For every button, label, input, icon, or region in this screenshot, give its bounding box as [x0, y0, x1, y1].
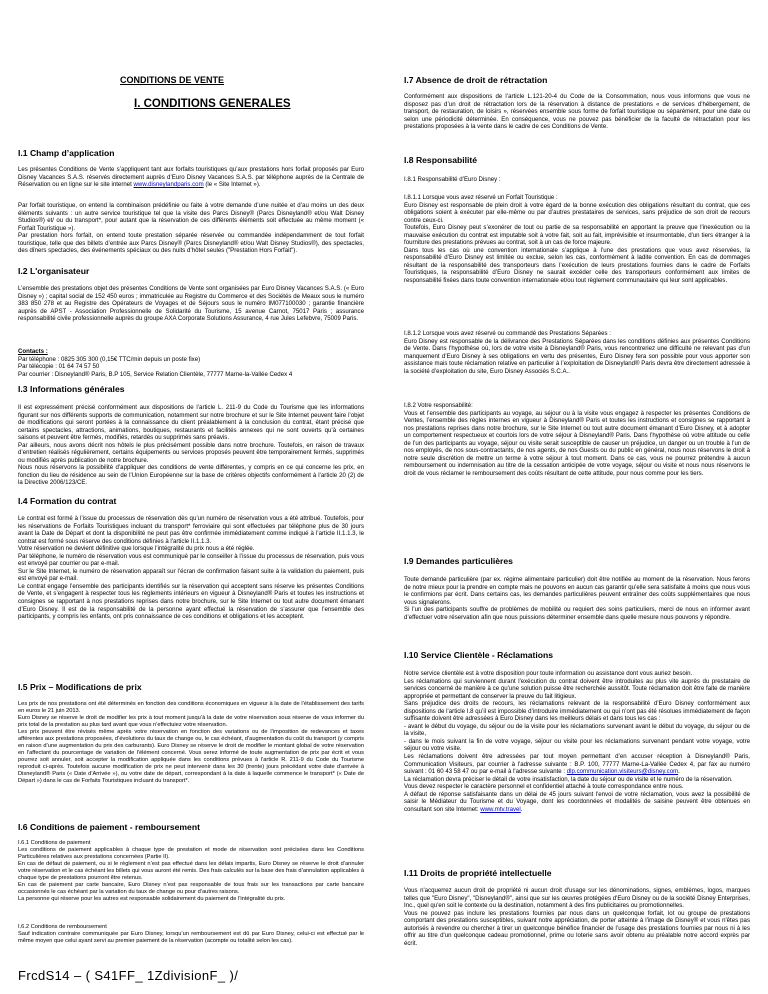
document-footer-code: FrcdS14 – ( S41FF_ 1ZdivisionF_ )/ — [18, 968, 239, 983]
section-1-10-text-2: . La réclamation devra préciser le détail de votre insatisfaction, la date du séjour ou de visite et le numéro de la réservation. Vous devez respecter le caractère personnel et confidentiel attaché à toute correspondance entre nous. A défaut de réponse satisfaisante dans un délai de 45 jours suivant l'envoi de votre réclamation, vous avez la possibilité de saisir le Médiateur du Tourisme et du Voyage, dont les coordonnées et modalités de saisine peuvent être obtenues en consultant son site Internet: — [404, 768, 750, 813]
section-title-1-6: I.6 Conditions de paiement - remboursement — [18, 822, 200, 832]
section-1-8-paragraph: I.8.1 Responsabilité d’Euro Disney : — [404, 176, 501, 183]
section-1-6-paragraph-2: I.6.2 Conditions de remboursement Sauf indication contraire communiquée par Euro Disney, lorsqu’un remboursement est dû par Euro Disney, celui-ci est effectué par le même moyen que celui ayant servi au premier paiement de la réservation (acompte ou totalité selon les cas). — [18, 924, 364, 944]
section-title-1-8: I.8 Responsabilité — [404, 155, 478, 165]
section-title-1-7: I.7 Absence de droit de rétractation — [404, 75, 548, 85]
section-1-11-paragraph: Vous n'acquerrez aucun droit de propriété ni aucun droit d'usage sur les dénominations, signes, emblèmes, logos, marques telles que "Euro Disney", "Disneyland®", ainsi que sur les œuvres protégées d'Euro Disney ou de la société Disney Enterprises, Inc., quel qu'en soit le contexte ou la destination, notamment à des fins publicitaires ou promotionnelles. Vous ne pouvez pas inclure les prestations fournies par nous dans un quelconque forfait, lot ou groupe de prestations comportant des prestations susceptibles, suivant notre appréciation, de porter atteinte à l'image de Disney® et vous n'êtes pas autorisés à revendre ou chercher à tirer un quelconque bénéfice financier de l’usage des prestations fournies par nous ni à les offrir au titre d'un quelconque cadeau promotionnel, prime ou loterie sans avoir obtenu au préalable notre accord exprès par écrit. — [404, 887, 750, 947]
section-1-8-paragraph-2: I.8.1.1 Lorsque vous avez réservé un Forfait Touristique : Euro Disney est responsable de plein droit à votre égard de la bonne exécution des obligations résultant du contrat, que ces obligations soient à exécuter par elle-même ou par d’autres prestataires de services, sans préjudice de son droit de recours contre ceux-ci. Toutefois, Euro Disney peut s’exonérer de tout ou partie de sa responsabilité en apportant la preuve que l'inexécution ou la mauvaise exécution du contrat est imputable soit à votre fait, soit au fait, imprévisible et insurmontable, d'un tiers étranger à la fourniture des prestations prévues au contrat, soit à un cas de force majeure. Dans tous les cas où une convention internationale s’applique à l’une des prestations que vous avez réservées, la responsabilité d’Euro Disney est limitée ou exclue, selon les cas, conformément à ladite convention. En cas de dommages résultant de la responsabilité des transporteurs dans l’exécution de leurs prestations fournies dans le cadre de Forfaits Touristiques, la responsabilité d’Euro Disney ne saurait excéder celle des transporteurs conformément aux limites de responsabilité fixées dans toute convention internationale et/ou tout règlement communautaire qui leur sont applicables. — [404, 194, 750, 285]
section-title-1-10: I.10 Service Clientèle - Réclamations — [404, 650, 554, 660]
section-1-8-paragraph-3: I.8.1.2 Lorsque vous avez réservé ou commandé des Prestations Séparées : Euro Disney est responsable de la délivrance des Prestations Séparées dans les conditions définies aux présentes Conditions de Vente. Dans l’hypothèse où, lors de votre visite à Disneyland® Paris, vous rencontreriez une difficulté ne relevant pas d’un manquement d’Euro Disney à ses obligations en vertu des présentes, Euro Disney fera son possible pour vous apporter son assistance mais toute réclamation relative en particulier à l’exploitation de Disneyland® Paris devra être directement adressée à la société d’exploitation du site, Euro Disney Associés S.C.A.. — [404, 330, 750, 375]
section-title-1-11: I.11 Droits de propriété intellectuelle — [404, 868, 552, 878]
section-title-1-2: I.2 L'organisateur — [18, 266, 90, 276]
section-1-1-paragraph-2: Par forfait touristique, on entend la combinaison prédéfinie ou faite à votre demande d’une nuitée et d’au moins un des deux éléments suivants : un autre service touristique tel que la visite des Parcs Disney® (Parcs Disneyland® et/ou Walt Disney Studios®) et/ ou du transport*, pour autant que la réservation de ces différents éléments soit effectuée au même moment (« Forfait Touristique »). Par prestation hors forfait, on entend toute prestation séparée réservée ou commandée indépendamment de tout forfait touristique, telle que des billets d’entrée aux Parcs Disney® (Parcs Disneyland® et/ou Walt Disney Studios®), des spectacles, des dîners spectacles, des événements spéciaux ou des nuits d’hôtel seules ("Prestation Hors Forfait"). — [18, 202, 364, 255]
contacts-block — [18, 348, 364, 378]
conditions-generales-heading: I. CONDITIONS GENERALES — [134, 98, 291, 110]
section-1-3-paragraph: Il est expressément précisé conformément aux dispositions de l’article L. 211-9 du Code du Tourisme que les informations figurant sur nos différents supports de communication, notamment sur notre brochure et sur le Site Internet peuvent faire l’objet de modifications qui seront portées à la connaissance du client préalablement à la conclusion du contrat, étant précisé que certains spectacles, attractions, animations, boutiques, restaurants et facilités annexes qui ne sont ouverts qu’à certaines saisons et peuvent être fermés, modifiés, retardés ou supprimés sans préavis. Par ailleurs, nous avons décrit nos hôtels le plus précisément possible dans notre brochure. Toutefois, en raison de travaux d’entretien réalisés régulièrement, certains équipements ou services proposés peuvent être temporairement fermés, supprimés ou modifiés après publication de notre brochure. Nous nous réservons la possibilité d’appliquer des conditions de vente différentes, y compris en ce qui concerne les prix, en fonction du lieu de résidence au sein de l’Union Européenne sur la base de critères objectifs conformément à l’article 20 (2) de la Directive 2006/123/CE. — [18, 404, 364, 487]
section-1-10-text-3: . — [520, 805, 523, 813]
section-title-1-1: I.1 Champ d’application — [18, 148, 115, 158]
section-1-7-paragraph: Conformément aux dispositions de l’article L.121-20-4 du Code de la Consommation, nous vous informons que vous ne disposez pas d’un droit de rétractation lors de la réservation à distance de prestations « de services d’hébergement, de transport, de restauration, de loisirs », réservées ensemble sous forme de forfait touristique ou séparément, pour une date ou selon une périodicité déterminée. En conséquence, vous ne pouvez pas bénéficier de la faculté de rétractation pour les prestations proposées à la vente dans le cadre de ces Conditions de Vente. — [404, 93, 750, 131]
section-1-8-paragraph-4: I.8.2 Votre responsabilité: Vous et l’ensemble des participants au voyage, au séjour ou à la visite vous engagez à respecter les présentes Conditions de Ventes, l’ensemble des règles internes en vigueur à Disneyland® Paris et toutes les instructions et consignes se rapportant à nos prestations reprises dans notre brochure, sur le Site Internet ou tout autre document émanant d’Euro Disney, et à adopter un comportement respectueux et courtois lors de votre séjour à Disneyland® Paris. Dans l’hypothèse où votre attitude ou celle de l’un des participants au voyage, séjour ou visite serait susceptible de causer un préjudice, un danger ou un trouble à l’un de nos employés, de nos sous-contractants, de nos agents, de nos Guests ou du public en général, nous nous réservons le droit à notre seule discrétion de mettre un terme à votre séjour à tout moment. Dans ce cas, vous ne pourrez prétendre à aucun remboursement ou indemnisation au titre de la cessation anticipée de votre voyage, séjour ou visite et nous nous réservons le droit de vous réclamer le remboursement des coûts résultant de cette attitude, pour nous comme pour les tiers. — [404, 402, 750, 477]
section-title-1-4: I.4 Formation du contrat — [18, 496, 117, 506]
email-link[interactable]: dlp.communication.visiteurs@disney.com — [566, 768, 679, 776]
section-title-1-3: I.3 Informations générales — [18, 384, 125, 394]
contacts-text: Par téléphone : 0825 305 300 (0,15€ TTC/min depuis un poste fixe) Par télécopie : 01 64 74 57 50 Par courrier : Disneyland® Paris, B.P 105, Service Relation Clientèle, 77777 Marne-la-Vallée Cedex 4 — [18, 355, 293, 378]
section-1-1-text: Les présentes Conditions de Vente s’appliquent tant aux forfaits touristiques qu’aux prestations hors forfait proposés par Euro Disney Vacances S.A.S. réservés directement auprès d’Euro Disney Vacances S.A.S. par téléphone auprès de la Centrale de Réservation ou en ligne sur le site internet — [18, 166, 364, 189]
section-title-1-5: I.5 Prix – Modifications de prix — [18, 682, 142, 692]
section-1-1-paragraph — [18, 166, 364, 189]
section-1-6-paragraph: I.6.1 Conditions de paiement Les conditions de paiement applicables à chaque type de prestation et mode de réservation sont précisées dans les Conditions Particulières relatives aux prestations concernées (Partie II). En cas de défaut de paiement, ou si le règlement n’est pas effectué dans les délais impartis, Euro Disney se réserve le droit d’annuler votre réservation et le cas échéant les billets qui vous auront été remis. Des frais calculés sur la base des frais d’annulation applicables à chaque type de prestations pourront être retenus. En cas de paiement par carte bancaire, Euro Disney n’est pas responsable de tous frais sur les transactions par carte bancaire occasionnés le cas échéant par la variation du taux de change ou pour d’autres raisons. La personne qui réserve pour les autres est responsable solidairement du paiement de l'intégralité du prix. — [18, 840, 364, 902]
contacts-label: Contacts : — [18, 348, 48, 355]
document-title: CONDITIONS DE VENTE — [120, 75, 225, 85]
section-1-1-text-end: (le « Site Internet »). — [203, 181, 261, 189]
section-1-9-paragraph: Toute demande particulière (par ex. régime alimentaire particulier) doit être notifiée au moment de la réservation. Nous ferons de notre mieux pour la prendre en compte mais ne pouvons en aucun cas garantir qu’elle sera satisfaite à moins que nous vous le confirmions par écrit. Dans certains cas, les demandes particulières peuvent entraîner des coûts supplémentaires que nous vous signalerons. Si l’un des participants souffre de problèmes de mobilité ou requiert des soins particuliers, merci de nous en informer avant d’effectuer votre réservation afin que nous puissions déterminer ensemble dans quelle mesure nous pouvons y répondre. — [404, 576, 750, 621]
section-1-4-paragraph: Le contrat est formé à l’issue du processus de réservation dès qu’un numéro de réservation vous a été attribué. Toutefois, pour les réservations de Forfaits Touristiques incluant du transport* ferroviaire qui sont effectuées par téléphone plus de 30 jours avant la Date de Départ et dont la disponibilité ne peut pas être confirmée immédiatement comme indiqué à l’article II.1.1.3, le contrat est formé sous réserve des conditions définies à l'article II.1.1.3. Votre réservation ne devient définitive que lorsque l’intégralité du prix nous a été réglée. Par téléphone, le numéro de réservation vous est communiqué par le conseiller à l’issue du processus de réservation, puis vous est envoyé par courrier ou par e-mail. Sur le Site Internet, le numéro de réservation apparaît sur l’écran de confirmation faisant suite à la validation du paiement, puis est envoyé par e-mail. Le contrat engage l’ensemble des participants identifiés sur la réservation qui acceptent sans réserve les présentes Conditions de Vente, et s’engagent à respecter tous les règlements intérieurs en vigueur à Disneyland® Paris et toutes les instructions et consignes se rapportant à nos prestations reprises dans notre brochure, sur le Site Internet ou tout autre document émanant d’Euro Disney. Il est de la responsabilité de la personne ayant effectué la réservation de s’assurer que l’ensemble des participants, y compris les enfants, ont pris connaissance de ces conditions et obligations et les acceptent. — [18, 515, 364, 621]
section-1-10-paragraph — [404, 670, 750, 813]
section-1-10-text: Notre service clientèle est à votre disposition pour toute information ou assistance dont vous auriez besoin. Les réclamations qui surviennent durant l'exécution du contrat doivent être introduites au plus vite auprès du prestataire de services concerné de manière à ce qu'une solution puisse être recherchée aussitôt. Toute réclamation doit être faite de manière appropriée et permettant de conserver la preuve du fait litigieux. Sans préjudice des droits de recours, les réclamations relevant de la responsabilité d’Euro Disney conformément aux dispositions de l’article I.8 qu’il est impossible d’introduire immédiatement ou qui n’ont pas été résolues immédiatement de façon suffisante doivent être adressées à Euro Disney dans les meilleurs délais et dans tous les cas : - avant le début du voyage, du séjour ou de la visite pour les réclamations survenant avant le début du voyage, du séjour ou de la visite, - dans le mois suivant la fin de votre voyage, séjour ou visite pour les réclamations survenant pendant votre voyage, votre séjour ou votre visite. Les réclamations doivent être adressées par tout moyen permettant d’en accuser réception à Disneyland® Paris, Communication Visiteurs, par courrier à l'adresse suivante : B.P. 100, 77777 Marne-La-Vallée Cedex 4, par fax au numéro suivant : 01 60 43 58 47 ou par e-mail à l'adresse suivante : — [404, 670, 750, 776]
section-1-2-paragraph: L’ensemble des prestations objet des présentes Conditions de Vente sont organisées par Euro Disney Vacances S.A.S. (« Euro Disney ») ; capital social de 152 450 euros ; immatriculée au Registre du Commerce et des Sociétés de Meaux sous le numéro 383 850 278 et au Registre des Opérateurs de Voyages et de Séjours sous le numéro IM077100030 ; garantie financière auprès de APST - Association Professionnelle de Solidarité du Tourisme, 15 avenue Carnot, 75017 Paris ; assurance responsabilité civile professionnelle auprès du groupe AXA Corporate Solutions Assurance, 4 rue Jules Lefebvre, 75009 Paris. — [18, 285, 364, 323]
section-title-1-9: I.9 Demandes particulières — [404, 556, 513, 566]
section-1-5-paragraph: Les prix de nos prestations ont été déterminés en fonction des conditions économiques en vigueur à la date de l’établissement des tarifs en euros le 21 juin 2013. Euro Disney se réserve le droit de modifier les prix à tout moment jusqu’à la date de votre réservation sous réserve de vous informer du prix total de la prestation au plus tard avant que vous n’effectuiez votre réservation. Les prix peuvent être révisés même après votre réservation en fonction des variations ou de l’imposition de redevances et taxes afférentes aux prestations proposées, d’évolutions du taux de change ou, le cas échéant, d’augmentation du coût du transport (y compris en raison d’une augmentation du prix des carburants). Euro Disney se réserve le droit de modifier le montant global de votre réservation en l’affectant du pourcentage de variation de l'élément concerné. Vous serez informé de toute augmentation de prix par écrit et vous pourrez soit annuler, soit accepter la modification appliquée dans les conditions prévues à l'article R. 211-9 du Code du Tourisme reproduit ci-après. Toutefois aucune modification de prix ne peut intervenir dans les 30 (trente) jours précédant votre date d'arrivée à Disneyland® Paris (« Date d’Arrivée »), ou votre date de départ, correspondant à la date à laquelle commence le transport* (« Date de Départ ») dans le cas de Forfaits Touristiques incluant du transport*. — [18, 701, 364, 784]
mtv-travel-link[interactable]: www.mtv.travel — [480, 805, 521, 813]
disneylandparis-link[interactable]: www.disneylandparis.com — [133, 181, 204, 189]
